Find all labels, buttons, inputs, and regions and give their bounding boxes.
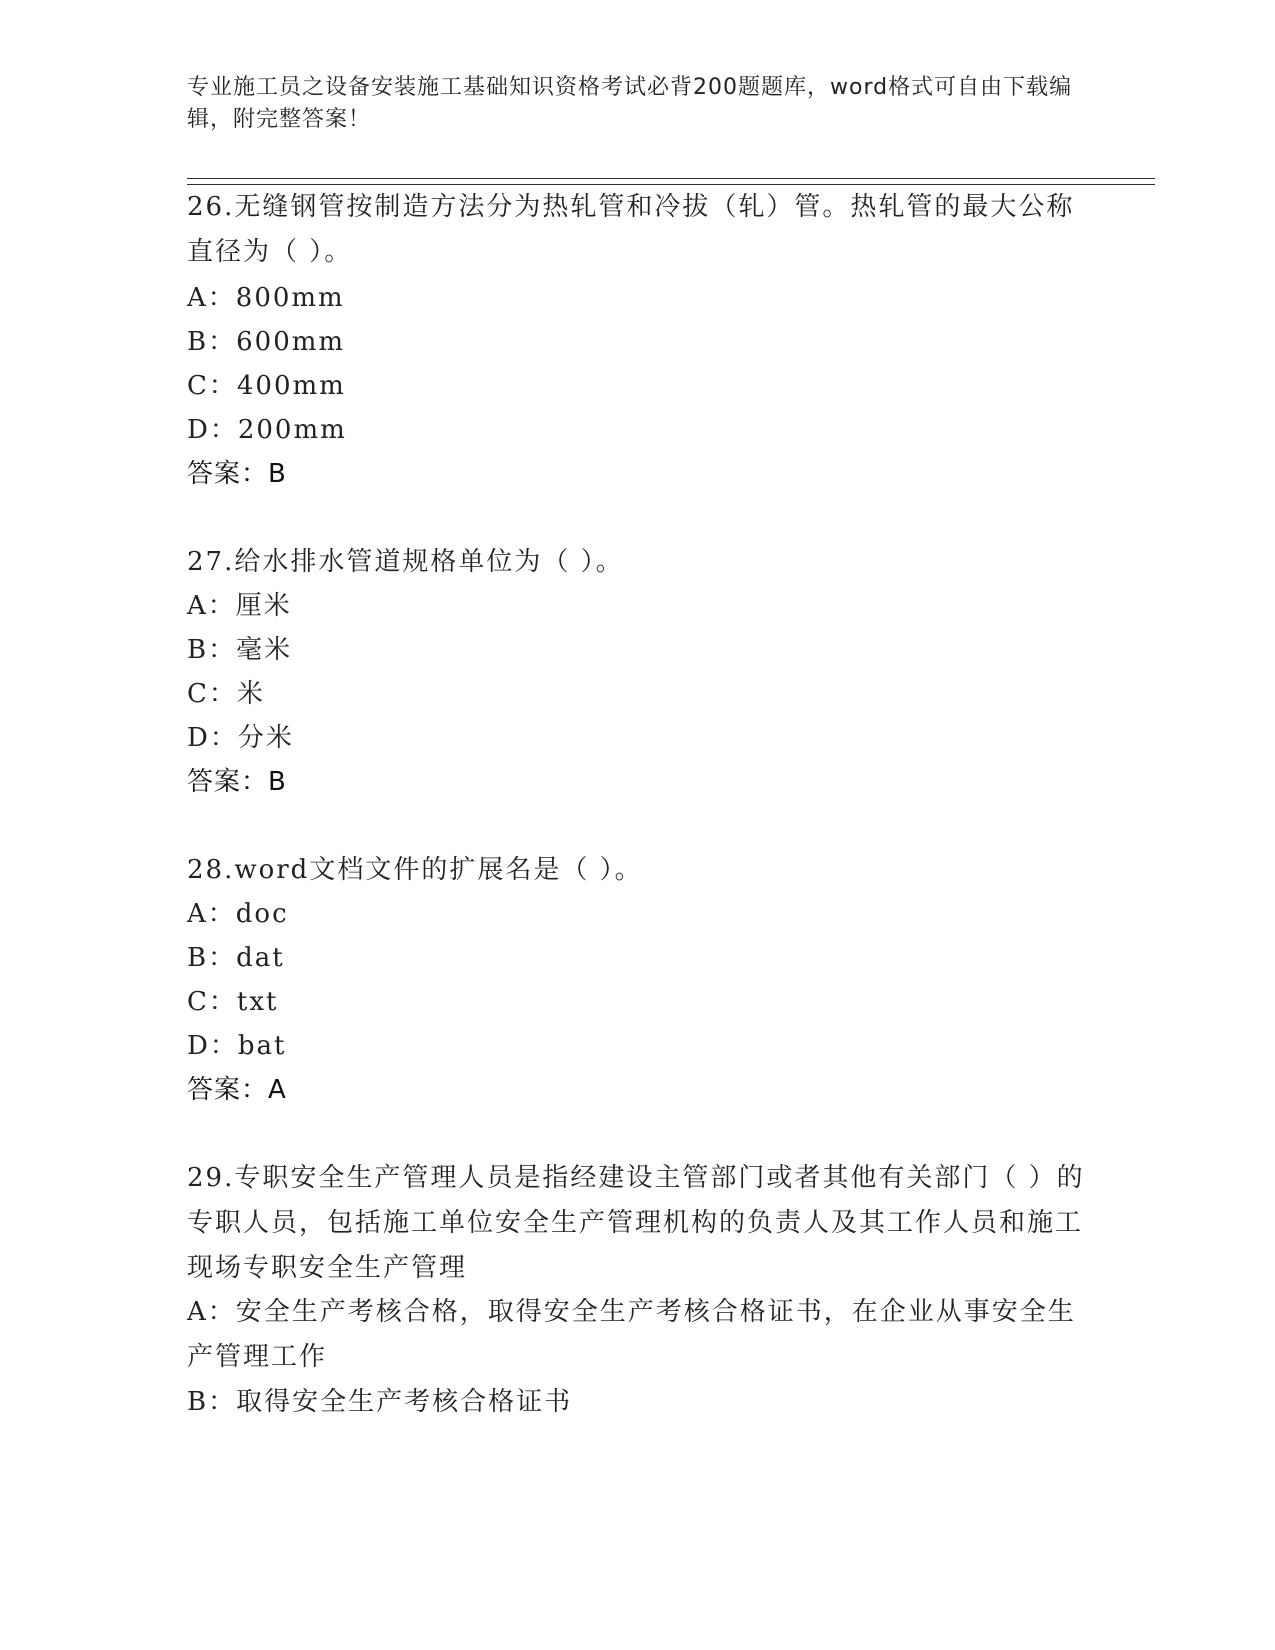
question-26-text: 26.无缝钢管按制造方法分为热轧管和冷拔（轧）管。热轧管的最大公称直径为（ ）。 — [187, 192, 1075, 267]
question-26-option-b: B：600mm — [187, 327, 346, 357]
question-27-option-b: B：毫米 — [187, 635, 293, 665]
question-29-text: 29.专职安全生产管理人员是指经建设主管部门或者其他有关部门（ ）的专职人员，包括施工单位安全生产管理机构的负责人及其工作人员和施工现场专职安全生产管理 — [187, 1163, 1085, 1283]
question-26-option-c: C：400mm — [187, 371, 346, 401]
question-26-option-d: D：200mm — [187, 415, 347, 445]
question-28-option-a: A：doc — [187, 899, 289, 929]
question-27-text: 27.给水排水管道规格单位为（ ）。 — [187, 547, 624, 577]
question-27-answer: 答案：B — [187, 767, 287, 797]
question-28-option-c: C：txt — [187, 987, 279, 1017]
question-27-option-d: D：分米 — [187, 723, 294, 753]
question-27-option-c: C：米 — [187, 679, 265, 709]
question-26-answer: 答案：B — [187, 459, 287, 489]
question-28-text: 28.word文档文件的扩展名是（ ）。 — [187, 855, 643, 885]
question-28-option-b: B：dat — [187, 943, 285, 973]
header-divider-top — [187, 178, 1155, 179]
question-29-option-a: A：安全生产考核合格，取得安全生产考核合格证书，在企业从事安全生产管理工作 — [187, 1297, 1076, 1372]
question-27-option-a: A：厘米 — [187, 591, 292, 621]
question-26-option-a: A：800mm — [187, 283, 345, 313]
question-28-answer: 答案：A — [187, 1075, 287, 1105]
question-29-option-b: B：取得安全生产考核合格证书 — [187, 1387, 573, 1417]
question-28-option-d: D：bat — [187, 1031, 287, 1061]
document-header: 专业施工员之设备安装施工基础知识资格考试必背200题题库，word格式可自由下载编辑，附完整答案！ — [187, 75, 1073, 132]
